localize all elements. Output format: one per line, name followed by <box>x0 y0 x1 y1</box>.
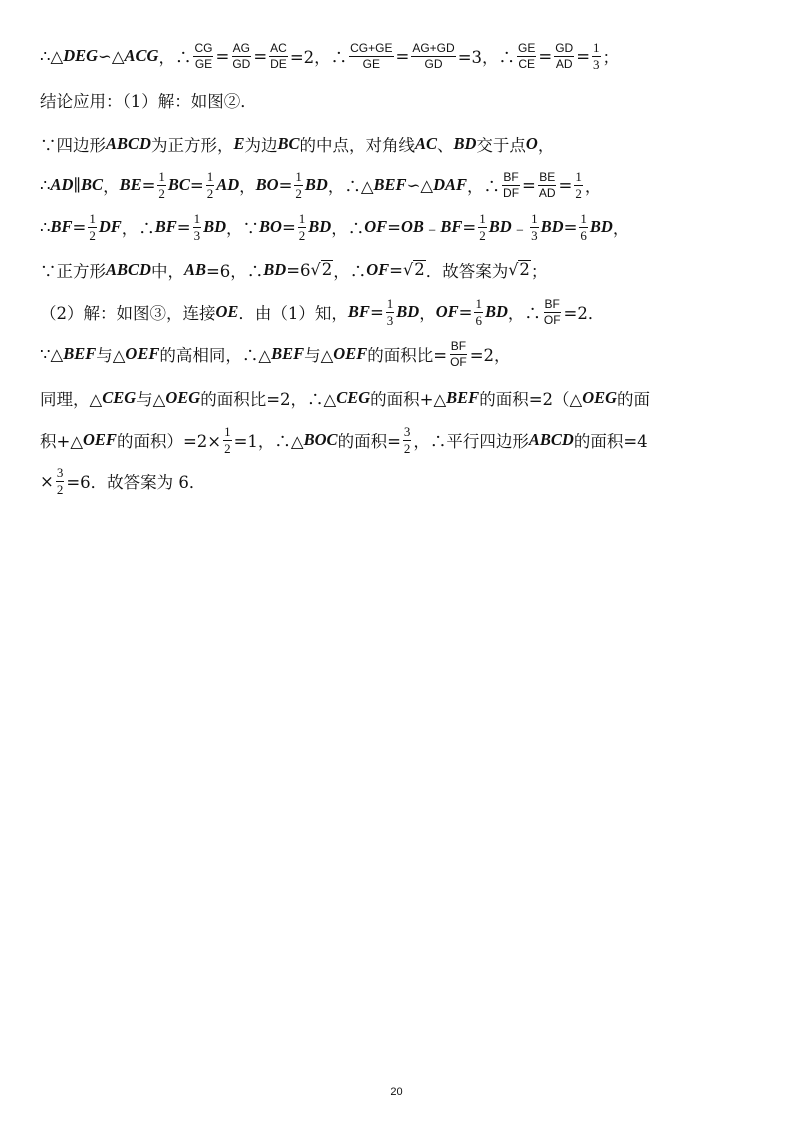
text-run: = <box>281 217 296 237</box>
text-run: 的面积=2（△ <box>479 390 583 409</box>
text-line <box>40 207 757 247</box>
text-run: =6．故答案为 6． <box>66 473 206 492</box>
text-run: =3，∴ <box>457 48 516 67</box>
fraction-numerator: AG+GD <box>412 40 455 55</box>
fraction <box>538 171 557 199</box>
radicand: 2 <box>321 260 333 280</box>
text-run: = <box>522 175 536 195</box>
text-run: ， <box>537 136 555 155</box>
square-root <box>508 260 531 279</box>
fraction-denominator: 3 <box>593 56 600 72</box>
fraction <box>411 42 455 70</box>
fraction-numerator: 1 <box>580 210 587 226</box>
text-run: =2， <box>469 346 511 365</box>
text-run: 交于点 <box>476 136 526 155</box>
text-run: = <box>278 175 293 195</box>
fraction-numerator: CG+GE <box>350 40 393 55</box>
fraction <box>298 212 307 242</box>
text-run: ∽△ <box>98 46 125 66</box>
math-variable: OEF <box>125 344 160 363</box>
fraction-numerator: 1 <box>193 210 201 226</box>
text-run: 的面积=4 <box>573 432 648 451</box>
text-line <box>40 334 757 374</box>
text-run: ，∵ <box>226 219 260 238</box>
fraction <box>386 297 395 327</box>
fraction-denominator: GE <box>194 56 213 71</box>
fraction-denominator: 2 <box>89 227 96 243</box>
text-run: 的面积+△ <box>370 390 447 409</box>
text-line <box>40 80 757 120</box>
fraction <box>478 212 487 242</box>
fraction <box>474 297 483 327</box>
math-variable: BEF <box>271 344 305 363</box>
text-line <box>40 165 757 205</box>
square-root <box>311 260 334 279</box>
math-variable: ABCD <box>528 430 574 449</box>
math-variable: OE <box>215 302 239 321</box>
math-variable: BC <box>277 134 300 153</box>
math-variable: OB <box>400 217 424 236</box>
fraction-numerator: 1 <box>531 210 538 226</box>
fraction <box>157 170 166 200</box>
fraction <box>517 42 536 70</box>
math-variable: BD <box>203 217 227 236</box>
text-run: = <box>215 46 230 66</box>
fraction <box>56 466 65 496</box>
math-variable: BD <box>589 217 613 236</box>
fraction-numerator: 3 <box>56 464 64 480</box>
fraction <box>554 42 574 70</box>
math-variable: BF <box>440 217 463 236</box>
text-run: 、 <box>436 136 454 155</box>
math-variable: DEG <box>63 46 99 65</box>
text-run: ； <box>602 48 620 67</box>
text-line <box>40 461 757 501</box>
text-line <box>40 292 757 332</box>
text-run: ，∴ <box>467 177 501 196</box>
fraction-denominator: AD <box>555 56 573 71</box>
fraction-numerator: BE <box>539 169 556 184</box>
fraction <box>449 340 468 368</box>
math-variable: DF <box>98 217 122 236</box>
fraction-numerator: 3 <box>403 423 411 439</box>
fraction-denominator: OF <box>543 312 561 327</box>
text-run: 结论应用：（1）解：如图②． <box>40 92 257 111</box>
text-run: = <box>558 175 573 195</box>
text-run: 中， <box>150 262 184 281</box>
math-variable: O <box>525 134 538 153</box>
fraction-denominator: CE <box>518 56 536 71</box>
text-run: × <box>40 471 54 491</box>
text-run: ∥ <box>73 175 82 195</box>
text-run: ∵四边形 <box>40 136 106 155</box>
fraction-denominator: 2 <box>298 227 306 243</box>
fraction-numerator: 1 <box>386 295 394 311</box>
math-variable: AC <box>414 134 437 153</box>
math-variable: AD <box>50 175 74 194</box>
fraction-denominator: 2 <box>224 440 231 456</box>
fraction <box>530 212 539 242</box>
math-variable: BF <box>50 217 73 236</box>
fraction-denominator: 2 <box>158 185 165 201</box>
math-variable: BEF <box>373 175 407 194</box>
math-variable: ABCD <box>106 134 151 153</box>
text-run: ； <box>530 262 548 281</box>
text-run: 的面 <box>617 390 651 409</box>
text-run: = <box>387 217 401 237</box>
text-run: 与△ <box>96 346 126 365</box>
text-run: =6 <box>286 260 311 280</box>
text-run: = <box>369 302 384 322</box>
fraction <box>223 425 232 455</box>
text-line <box>40 378 757 418</box>
text-line <box>40 420 757 460</box>
text-run: 的面积比= <box>367 346 448 365</box>
text-run: ，∴ <box>333 262 367 281</box>
math-variable: ACG <box>124 46 159 65</box>
square-root <box>403 260 426 279</box>
text-line <box>40 36 757 76</box>
math-variable: AD <box>216 175 240 194</box>
math-variable: BE <box>119 175 142 194</box>
math-variable: BD <box>540 217 564 236</box>
text-run: ， <box>103 177 120 196</box>
fraction-numerator: 1 <box>89 210 96 226</box>
fraction <box>206 170 215 200</box>
math-variable: BD <box>453 134 477 153</box>
fraction-numerator: 1 <box>475 295 482 311</box>
radical-sign-icon: √ <box>508 260 519 280</box>
math-variable: BF <box>347 302 370 321</box>
fraction-numerator: 1 <box>224 423 231 439</box>
fraction <box>193 42 213 70</box>
math-variable: OEF <box>333 344 368 363</box>
fraction-numerator: AG <box>232 40 250 55</box>
fraction-denominator: 3 <box>531 227 538 243</box>
text-run: ．故答案为 <box>425 262 509 281</box>
text-run: ，∴ <box>121 219 155 238</box>
fraction-denominator: AD <box>538 185 556 200</box>
text-run: （2）解：如图③，连接 <box>40 304 216 323</box>
text-run: ∵△ <box>40 344 64 364</box>
text-run: ， <box>419 304 436 323</box>
fraction <box>574 170 583 200</box>
math-variable: BD <box>308 217 332 236</box>
math-variable: DAF <box>433 175 468 194</box>
fraction-numerator: 1 <box>593 39 600 55</box>
fraction-numerator: GD <box>555 40 574 55</box>
fraction-numerator: 1 <box>158 168 165 184</box>
text-run: = <box>395 46 410 66</box>
text-run: ∴ <box>40 217 51 237</box>
radical-sign-icon: √ <box>402 260 414 280</box>
math-variable: BD <box>484 302 508 321</box>
math-variable: BEF <box>446 388 480 407</box>
text-run: 的面积= <box>337 432 401 451</box>
text-run: 的面积）=2× <box>116 432 222 451</box>
text-run: ，∴ <box>158 48 192 67</box>
math-variable: BF <box>154 217 177 236</box>
math-variable: E <box>233 134 245 153</box>
fraction-denominator: 3 <box>386 312 394 328</box>
math-variable: OF <box>366 260 390 279</box>
text-run: = <box>176 217 191 237</box>
fraction-numerator: GE <box>518 40 536 55</box>
text-run: 积+△ <box>40 432 84 451</box>
math-variable: OEG <box>582 388 618 407</box>
text-run: = <box>253 46 268 66</box>
fraction <box>349 42 393 70</box>
text-run: ﹣ <box>511 219 529 238</box>
text-run: ， <box>612 219 630 238</box>
math-variable: OEG <box>165 388 201 407</box>
text-line <box>40 124 757 164</box>
page-number: 20 <box>390 1086 403 1098</box>
text-run: = <box>72 217 87 237</box>
text-run: = <box>462 217 477 237</box>
fraction-denominator: 2 <box>206 185 214 201</box>
text-run: ， <box>239 177 256 196</box>
fraction-denominator: GD <box>232 56 251 71</box>
math-variable: BD <box>263 260 287 279</box>
math-variable: BC <box>81 175 104 194</box>
fraction <box>592 41 601 71</box>
fraction-denominator: 2 <box>479 227 486 243</box>
text-run: = <box>576 46 591 66</box>
math-variable: CEG <box>336 388 371 407</box>
fraction-denominator: 2 <box>403 440 411 456</box>
text-run: = <box>189 175 204 195</box>
fraction <box>294 170 303 200</box>
fraction-denominator: GD <box>424 56 443 71</box>
text-run: ﹣ <box>423 219 441 238</box>
fraction-denominator: 6 <box>580 227 587 243</box>
text-run: =1，∴△ <box>233 432 304 451</box>
text-run: 同理，△ <box>40 390 103 409</box>
math-variable: BOC <box>303 430 338 449</box>
radicand: 2 <box>414 260 425 280</box>
fraction <box>269 42 288 70</box>
text-run: ．由（1）知， <box>238 304 348 323</box>
fraction <box>543 298 562 326</box>
fraction-denominator: 3 <box>193 227 201 243</box>
fraction-denominator: OF <box>450 354 467 369</box>
text-run: 与△ <box>136 390 166 409</box>
text-run: =2，∴ <box>289 48 348 67</box>
fraction <box>231 42 251 70</box>
fraction-denominator: 2 <box>295 185 302 201</box>
text-line <box>40 250 757 290</box>
fraction <box>403 425 412 455</box>
text-run: 与△ <box>304 346 334 365</box>
radical-sign-icon: √ <box>310 260 321 280</box>
math-variable: BEF <box>63 344 97 363</box>
text-run: 的高相同，∴△ <box>159 346 272 365</box>
radicand: 2 <box>519 260 530 280</box>
fraction-denominator: 6 <box>475 312 482 328</box>
text-run: ，∴ <box>507 304 541 323</box>
math-variable: BD <box>488 217 512 236</box>
text-run: =6，∴ <box>205 262 264 281</box>
fraction-denominator: 2 <box>56 481 64 497</box>
math-variable: OF <box>435 302 459 321</box>
math-variable: CEG <box>102 388 137 407</box>
math-variable: BO <box>259 217 282 236</box>
fraction-numerator: AC <box>270 40 287 55</box>
fraction <box>193 212 202 242</box>
fraction-numerator: BF <box>450 338 467 353</box>
fraction-denominator: GE <box>362 56 380 71</box>
math-variable: ABCD <box>106 260 151 279</box>
fraction <box>502 171 520 199</box>
text-run: ∴ <box>40 175 51 195</box>
fraction-numerator: 1 <box>206 168 214 184</box>
fraction-numerator: 1 <box>298 210 306 226</box>
fraction-numerator: BF <box>503 169 519 184</box>
fraction-numerator: BF <box>544 296 560 311</box>
text-run: ，∴ <box>331 219 365 238</box>
math-variable: BD <box>396 302 420 321</box>
math-variable: OF <box>364 217 388 236</box>
text-run: ∴△ <box>40 46 64 66</box>
fraction-numerator: 1 <box>295 168 302 184</box>
fraction <box>88 212 97 242</box>
text-run: = <box>538 46 553 66</box>
math-variable: BD <box>304 175 328 194</box>
text-run: ， <box>584 177 602 196</box>
text-run: ∽△ <box>406 175 434 195</box>
text-run: =2． <box>563 304 605 323</box>
fraction-denominator: 2 <box>575 185 582 201</box>
text-run: ，∴平行四边形 <box>413 432 529 451</box>
text-run: = <box>563 217 578 237</box>
math-variable: BC <box>167 175 190 194</box>
text-run: = <box>141 175 156 195</box>
text-run: 为正方形， <box>150 136 234 155</box>
fraction <box>579 212 588 242</box>
text-run: 为边 <box>244 136 278 155</box>
text-run: = <box>458 302 473 322</box>
fraction-numerator: 1 <box>575 168 582 184</box>
text-run: 的中点，对角线 <box>299 136 415 155</box>
math-variable: OEF <box>83 430 117 449</box>
fraction-denominator: DF <box>503 185 520 200</box>
text-run: ∵正方形 <box>40 262 106 281</box>
math-variable: AB <box>183 260 206 279</box>
fraction-numerator: CG <box>194 40 213 55</box>
text-run: 的面积比=2，∴△ <box>200 390 337 409</box>
fraction-denominator: DE <box>270 56 287 71</box>
fraction-numerator: 1 <box>479 210 486 226</box>
math-variable: BO <box>255 175 279 194</box>
text-run: = <box>389 260 403 280</box>
text-run: ，∴△ <box>327 177 374 196</box>
